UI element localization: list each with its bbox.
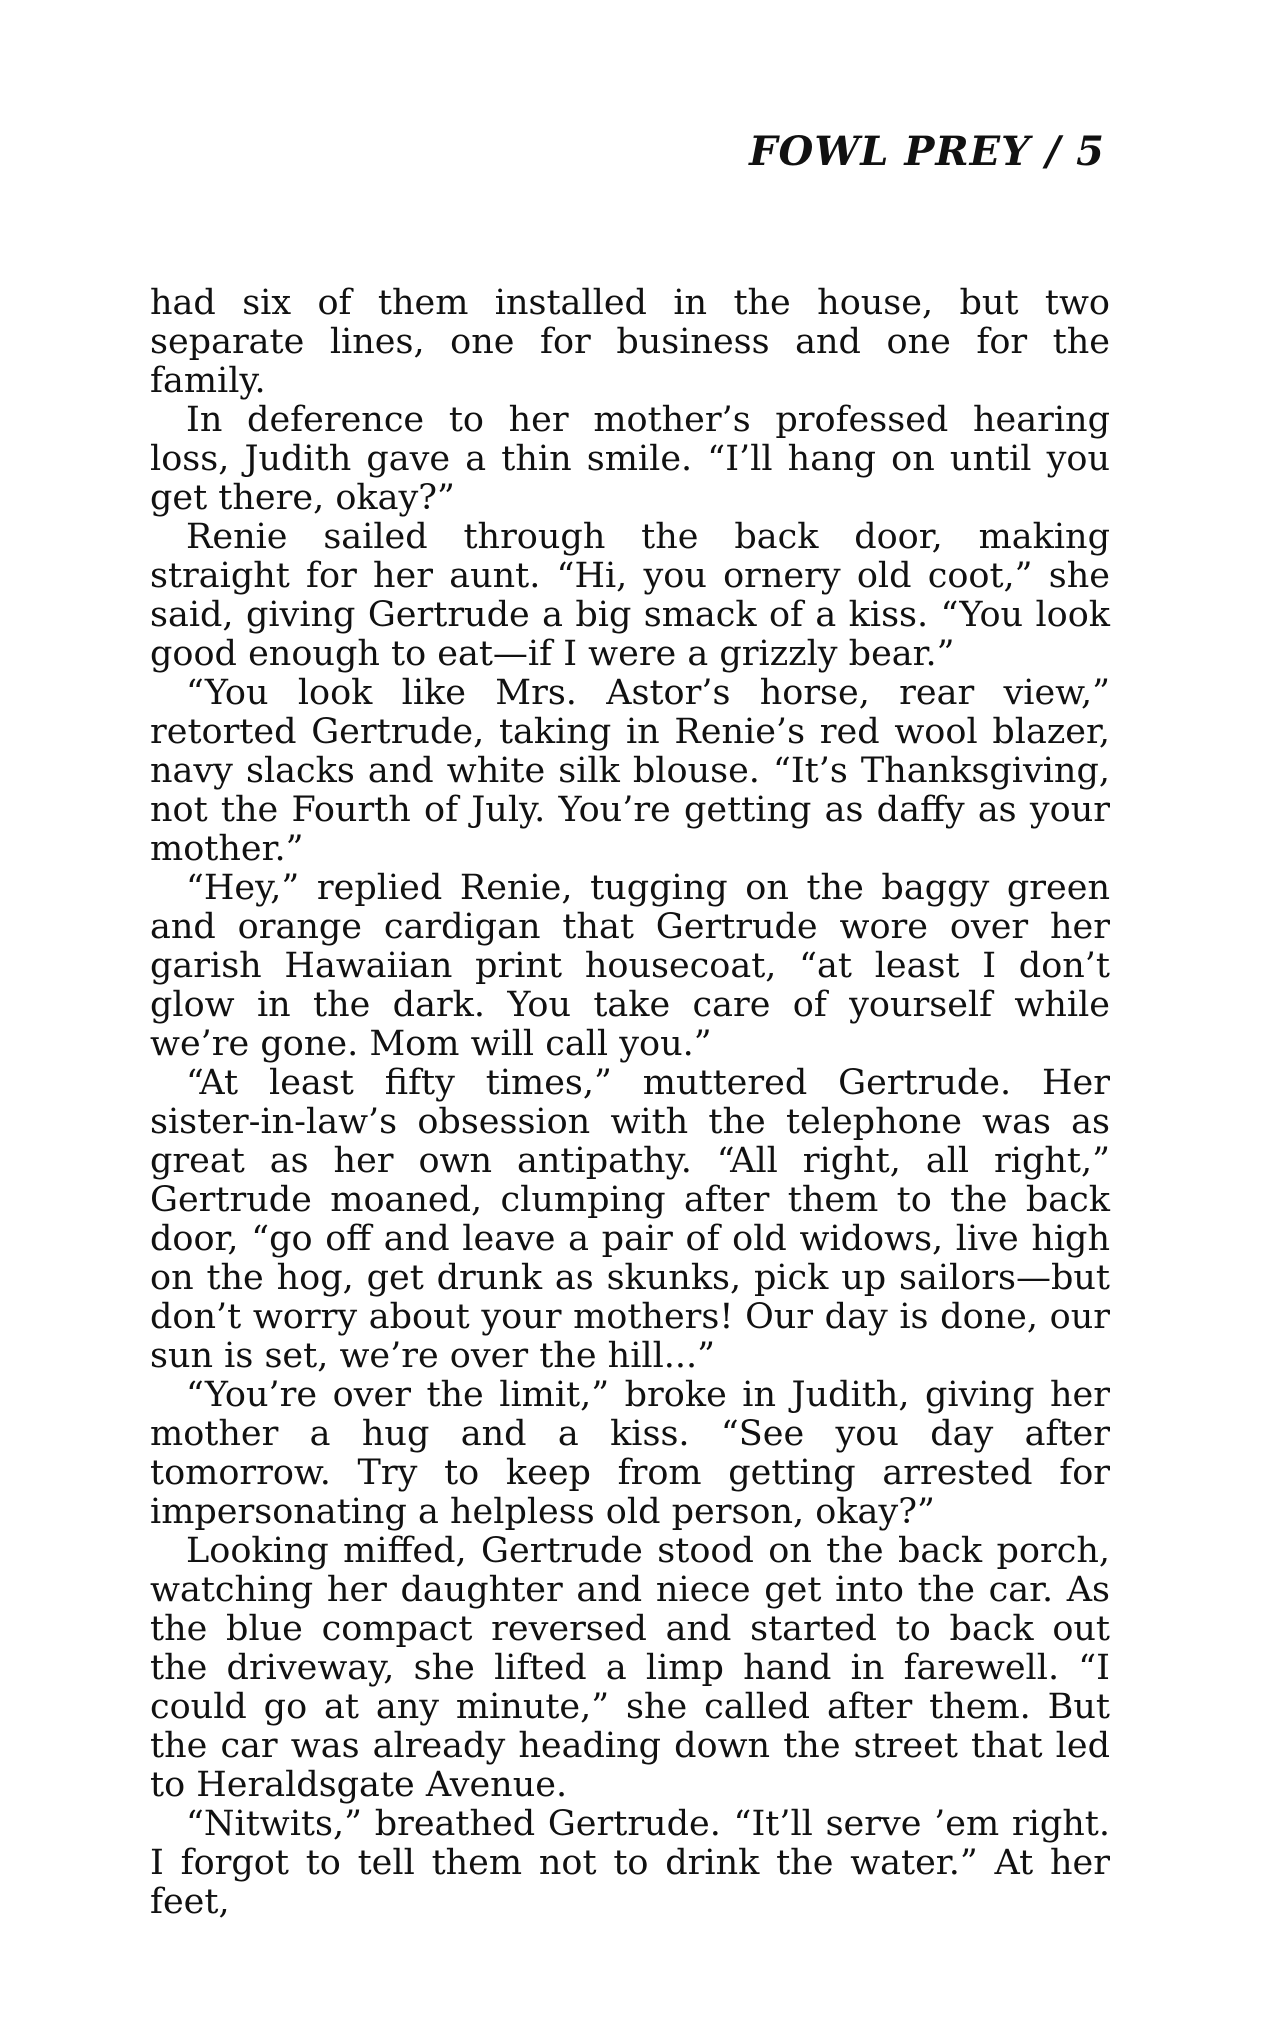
paragraph-1: had six of them installed in the house, but two separate lines, one for business and one for the family. [150,283,1110,401]
paragraph-9: “Nitwits,” breathed Gertrude. “It’ll serve ’em right. I forgot to tell them not to drink the water.” At her feet, [150,1804,1110,1922]
paragraph-7: “You’re over the limit,” broke in Judith, giving her mother a hug and a kiss. “See you day after tomorrow. Try to keep from getting arrested for impersonating a helpless old person, okay?” [150,1375,1110,1532]
running-head: FOWL PREY / 5 [749,128,1105,175]
paragraph-8: Looking miffed, Gertrude stood on the back porch, watching her daughter and niece get into the car. As the blue compact reversed and started to back out the driveway, she lifted a limp hand in farewell. “I could go at any minute,” she called after them. But the car was already heading down the street that led to Heraldsgate Avenue. [150,1531,1110,1805]
body-text [150,284,1110,1922]
paragraph-6: “At least fifty times,” muttered Gertrude. Her sister-in-law’s obsession with the telephone was as great as her own antipathy. “All right, all right,” Gertrude moaned, clumping after them to the back door, “go off and leave a pair of old widows, live high on the hog, get drunk as skunks, pick up sailors—but don’t worry about your mothers! Our day is done, our sun is set, we’re over the hill...” [150,1063,1110,1376]
paragraph-4: “You look like Mrs. Astor’s horse, rear view,” retorted Gertrude, taking in Renie’s red wool blazer, navy slacks and white silk blouse. “It’s Thanksgiving, not the Fourth of July. You’re getting as daffy as your mother.” [150,673,1110,869]
paragraph-3: Renie sailed through the back door, making straight for her aunt. “Hi, you ornery old coot,” she said, giving Gertrude a big smack of a kiss. “You look good enough to eat—if I were a grizzly bear.” [150,517,1110,674]
paragraph-2: In deference to her mother’s professed hearing loss, Judith gave a thin smile. “I’ll hang on until you get there, okay?” [150,400,1110,518]
paragraph-5: “Hey,” replied Renie, tugging on the baggy green and orange cardigan that Gertrude wore over her garish Hawaiian print housecoat, “at least I don’t glow in the dark. You take care of yourself while we’re gone. Mom will call you.” [150,868,1110,1064]
